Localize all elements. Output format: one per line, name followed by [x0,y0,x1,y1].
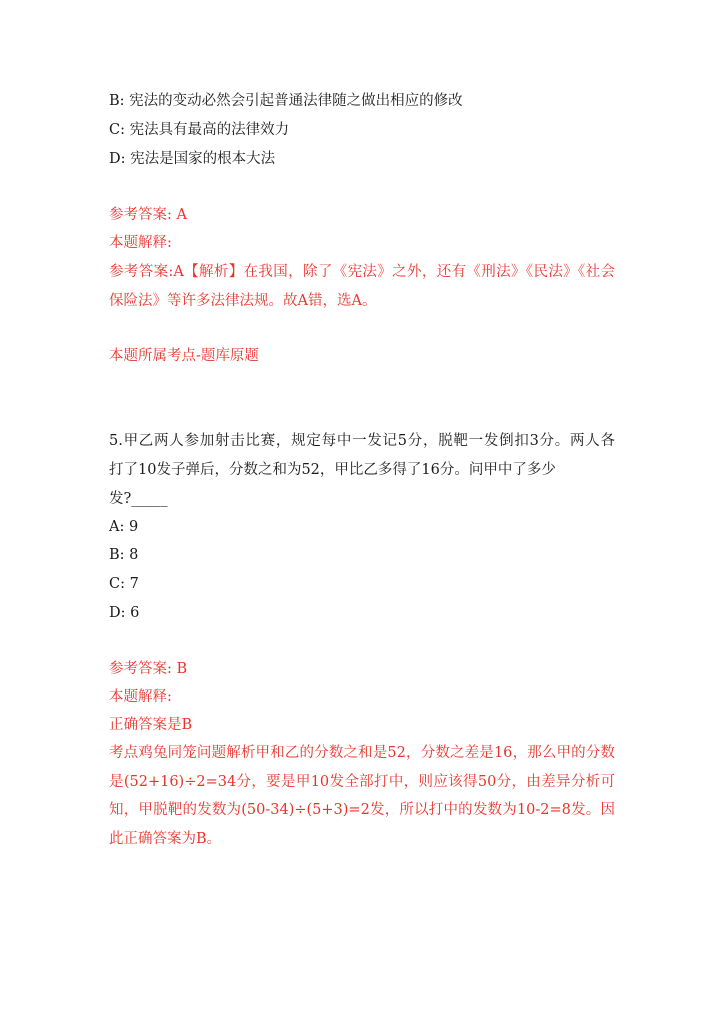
q5-answer: 参考答案: B [109,661,188,677]
q4-explain-line-1: 参考答案:A【解析】在我国，除了《宪法》之外，还有《刑法》《民法》《社会 [109,264,615,280]
q5-stem-line-2: 打了10发子弹后，分数之和为52，甲比乙多得了16分。问甲中了多少 [109,462,556,478]
q5-option-c: C: 7 [109,576,139,592]
q5-explain-line-2: 是(52+16)÷2=34分，要是甲10发全部打中，则应该得50分，由差异分析可 [109,774,615,790]
q4-explain-label: 本题解释: [109,235,172,251]
q5-option-a: A: 9 [109,519,139,535]
q4-option-b: B: 宪法的变动必然会引起普通法律随之做出相应的修改 [109,93,463,109]
q5-explain-line-3: 知，甲脱靶的发数为(50-34)÷(5+3)=2发，所以打中的发数为10-2=8发。因 [109,802,615,818]
q5-explain-line-4: 此正确答案为B。 [109,831,222,847]
q5-explain-label: 本题解释: [109,689,172,705]
q5-stem-line-3: 发?_____ [109,491,168,507]
q4-answer: 参考答案: A [109,207,187,223]
q5-correct-answer: 正确答案是B [109,717,193,733]
q5-explain-line-1: 考点鸡兔同笼问题解析甲和乙的分数之和是52，分数之差是16，那么甲的分数 [109,745,615,761]
q5-stem-line-1: 5.甲乙两人参加射击比赛，规定每中一发记5分，脱靶一发倒扣3分。两人各 [109,433,615,449]
q5-option-b: B: 8 [109,547,139,563]
q4-source: 本题所属考点-题库原题 [109,348,259,364]
q5-option-d: D: 6 [109,605,140,621]
q4-option-d: D: 宪法是国家的根本大法 [109,151,276,167]
q4-option-c: C: 宪法具有最高的法律效力 [109,122,290,138]
q4-explain-line-2: 保险法》等许多法律法规。故A错，选A。 [109,293,377,309]
